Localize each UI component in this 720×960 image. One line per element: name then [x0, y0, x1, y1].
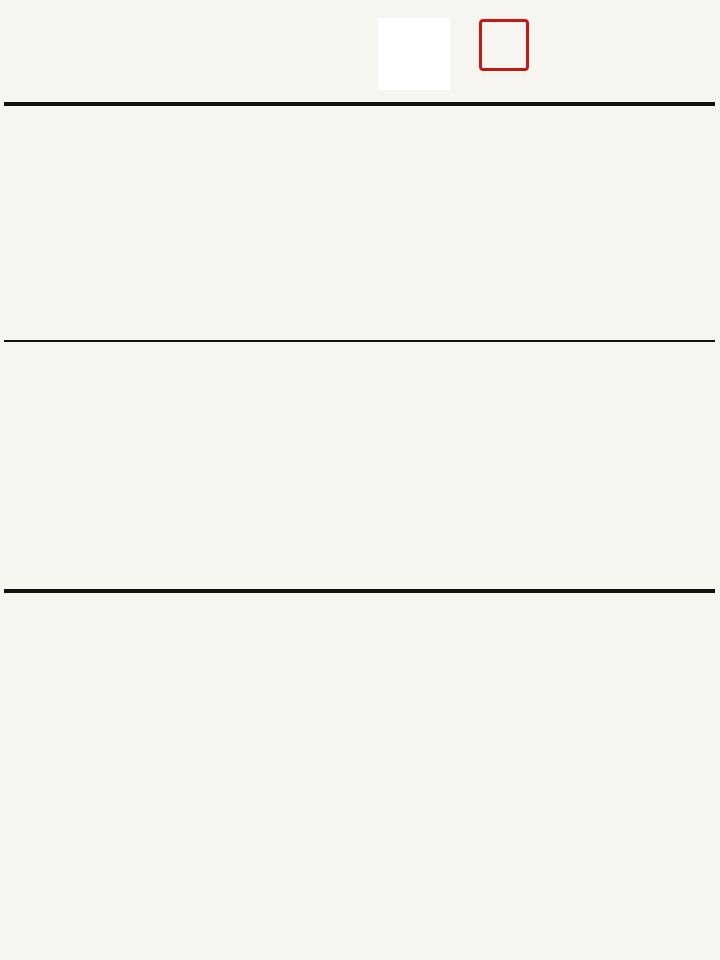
- qr-code-icon: [378, 18, 450, 90]
- header-info: [10, 9, 14, 25]
- seal-stamp: [479, 19, 529, 71]
- dai-van-grid: [4, 340, 715, 342]
- annual-years-grid: [4, 589, 715, 593]
- pillars-grid: [4, 102, 715, 106]
